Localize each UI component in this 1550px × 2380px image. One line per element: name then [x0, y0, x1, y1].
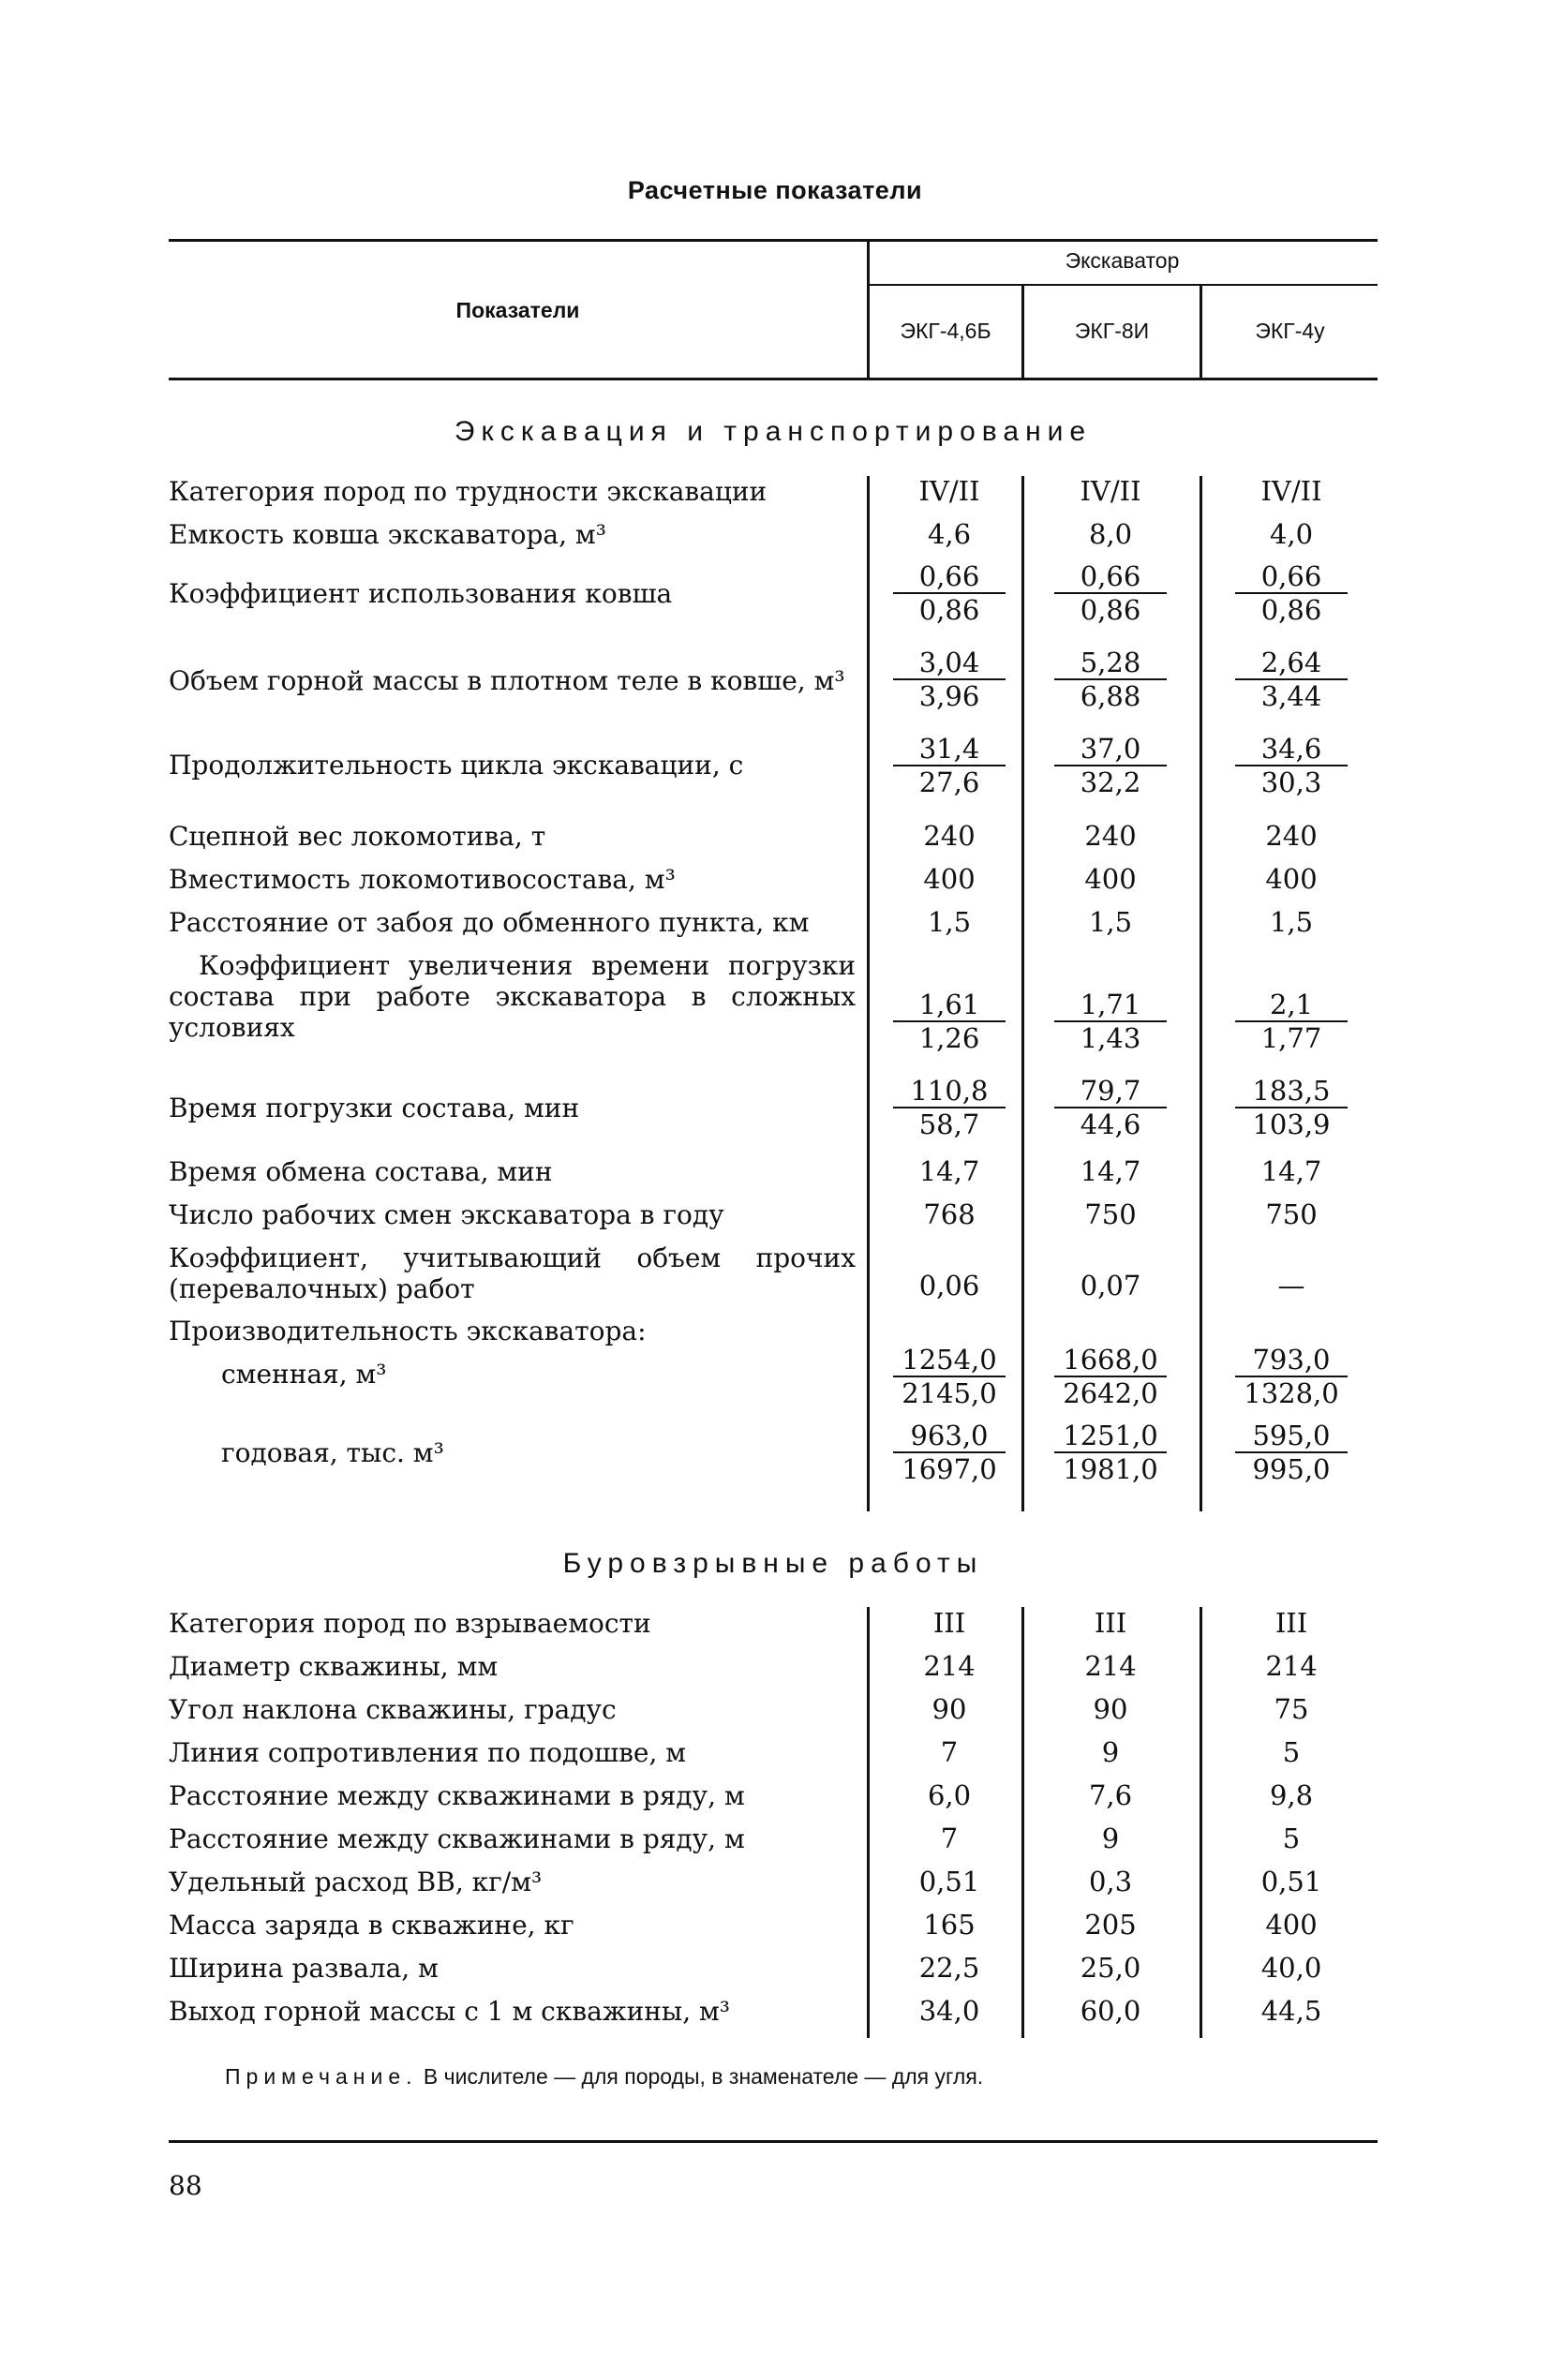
note-lead: Примечание.	[225, 2064, 418, 2089]
fraction-cell: $\frac{1668,0}{2642,0}$	[1031, 1344, 1190, 1409]
row-label: Категория пород по трудности экскавации	[169, 476, 768, 507]
cell-value: 60,0	[1080, 1995, 1141, 2027]
cell-value: 25,0	[1080, 1952, 1141, 1984]
table-top-rule	[169, 239, 1378, 242]
fraction-cell: $\frac{2,64}{3,44}$	[1212, 647, 1371, 712]
row-label: Линия сопротивления по подошве, м	[169, 1737, 687, 1768]
note-text: В числителе — для породы, в знаменателе — для угля.	[423, 2064, 984, 2089]
row-label: Число рабочих смен экскаватора в году	[169, 1199, 724, 1230]
body-divider-3	[1200, 476, 1202, 1511]
cell-value: 240	[1084, 820, 1137, 852]
cell-value: 14,7	[1080, 1155, 1141, 1187]
cell-value: —	[1277, 1270, 1305, 1302]
cell-value: III	[1094, 1607, 1127, 1639]
cell-value: III	[1274, 1607, 1308, 1639]
row-label: Удельный расход ВВ, кг/м³	[169, 1867, 543, 1897]
cell-value: 44,5	[1260, 1995, 1322, 2027]
page-number: 88	[169, 2170, 202, 2201]
cell-value: 5	[1282, 1822, 1301, 1854]
fraction-cell: $\frac{1,61}{1,26}$	[870, 989, 1029, 1054]
cell-value: 1,5	[927, 906, 972, 938]
row-label: Коэффициент использования ковша	[169, 578, 673, 609]
cell-value: 34,0	[918, 1995, 980, 2027]
header-col-2: ЭКГ-8И	[1074, 319, 1150, 343]
cell-value: 75	[1274, 1693, 1309, 1725]
fraction-cell: $\frac{79,7}{44,6}$	[1031, 1075, 1190, 1140]
cell-value: 7	[940, 1736, 959, 1768]
cell-value: 0,06	[918, 1270, 980, 1302]
cell-value: 14,7	[1260, 1155, 1322, 1187]
cell-value: 0,51	[918, 1866, 980, 1897]
cell-value: IV/II	[918, 475, 980, 507]
fraction-cell: $\frac{110,8}{58,7}$	[870, 1075, 1029, 1140]
cell-value: III	[932, 1607, 966, 1639]
row-label: сменная, м³	[221, 1359, 387, 1390]
row-label: Продолжительность цикла экскавации, с	[169, 750, 744, 781]
row-label: Время погрузки состава, мин	[169, 1093, 580, 1123]
row-label: годовая, тыс. м³	[221, 1437, 444, 1468]
cell-value: 4,6	[927, 518, 972, 550]
cell-value: 400	[1265, 863, 1318, 895]
cell-value: 8,0	[1088, 518, 1133, 550]
cell-value: 14,7	[918, 1155, 980, 1187]
cell-value: 240	[923, 820, 976, 852]
fraction-cell: $\frac{793,0}{1328,0}$	[1212, 1344, 1371, 1409]
fraction-cell: $\frac{0,66}{0,86}$	[870, 560, 1029, 626]
fraction-cell: $\frac{1254,0}{2145,0}$	[870, 1344, 1029, 1409]
cell-value: 0,3	[1088, 1866, 1133, 1897]
cell-value: 400	[1265, 1909, 1318, 1941]
row-label: Сцепной вес локомотива, т	[169, 821, 546, 852]
cell-value: 400	[923, 863, 976, 895]
cell-value: 40,0	[1260, 1952, 1322, 1984]
fraction-cell: $\frac{0,66}{0,86}$	[1031, 560, 1190, 626]
fraction-cell: $\frac{34,6}{30,3}$	[1212, 733, 1371, 798]
header-col-1: ЭКГ-4,6Б	[900, 319, 991, 343]
section-title-excavation: Экскавация и транспортирование	[454, 416, 1093, 447]
row-label: Производительность экскаватора:	[169, 1316, 647, 1346]
row-label: Расстояние между скважинами в ряду, м	[169, 1780, 745, 1811]
fraction-cell: $\frac{963,0}{1697,0}$	[870, 1420, 1029, 1485]
fraction-cell: $\frac{183,5}{103,9}$	[1212, 1075, 1371, 1140]
cell-value: 214	[1265, 1650, 1318, 1682]
fraction-cell: $\frac{595,0}{995,0}$	[1212, 1420, 1371, 1485]
cell-value: 214	[1084, 1650, 1137, 1682]
cell-value: 750	[1084, 1198, 1137, 1230]
cell-value: 768	[923, 1198, 976, 1230]
cell-value: 205	[1084, 1909, 1137, 1941]
table-title: Расчетные показатели	[627, 176, 923, 204]
section-title-drilling: Буровзрывные работы	[562, 1548, 984, 1579]
row-label: Коэффициент увеличения времени погрузки состава при работе экскаватора в сложных условиях	[169, 950, 856, 1043]
fraction-cell: $\frac{1251,0}{1981,0}$	[1031, 1420, 1190, 1485]
cell-value: 7,6	[1088, 1779, 1133, 1811]
excavator-header-rule	[867, 284, 1378, 286]
cell-value: 0,07	[1080, 1270, 1141, 1302]
row-label: Диаметр скважины, мм	[169, 1651, 499, 1682]
header-bottom-rule	[169, 378, 1378, 380]
row-label: Время обмена состава, мин	[169, 1156, 553, 1187]
cell-value: 9,8	[1269, 1779, 1314, 1811]
cell-value: 90	[931, 1693, 967, 1725]
cell-value: 750	[1265, 1198, 1318, 1230]
cell-value: 9	[1101, 1822, 1120, 1854]
body2-divider-3	[1200, 1607, 1202, 2038]
fraction-cell: $\frac{37,0}{32,2}$	[1031, 733, 1190, 798]
cell-value: 214	[923, 1650, 976, 1682]
cell-value: 90	[1093, 1693, 1128, 1725]
row-label: Выход горной массы с 1 м скважины, м³	[169, 1996, 730, 2027]
cell-value: 6,0	[927, 1779, 972, 1811]
cell-value: 5	[1282, 1736, 1301, 1768]
header-indicators: Показатели	[455, 298, 580, 322]
row-label: Вместимость локомотивосостава, м³	[169, 864, 676, 895]
header-col-3: ЭКГ-4у	[1255, 319, 1325, 343]
footer-rule	[169, 2140, 1378, 2143]
row-label: Расстояние между скважинами в ряду, м	[169, 1823, 745, 1854]
cell-value: 1,5	[1088, 906, 1133, 938]
cell-value: 400	[1084, 863, 1137, 895]
cell-value: 7	[940, 1822, 959, 1854]
fraction-cell: $\frac{3,04}{3,96}$	[870, 647, 1029, 712]
fraction-cell: $\frac{5,28}{6,88}$	[1031, 647, 1190, 712]
row-label: Ширина развала, м	[169, 1953, 439, 1984]
row-label: Угол наклона скважины, градус	[169, 1694, 617, 1725]
cell-value: 240	[1265, 820, 1318, 852]
row-label: Категория пород по взрываемости	[169, 1608, 651, 1639]
fraction-cell: $\frac{0,66}{0,86}$	[1212, 560, 1371, 626]
row-label: Объем горной массы в плотном теле в ковше, м³	[169, 665, 845, 696]
row-label: Расстояние от забоя до обменного пункта, км	[169, 907, 810, 938]
header-excavator: Экскаватор	[1065, 248, 1180, 273]
fraction-cell: $\frac{1,71}{1,43}$	[1031, 989, 1190, 1054]
cell-value: IV/II	[1260, 475, 1322, 507]
fraction-cell: $\frac{31,4}{27,6}$	[870, 733, 1029, 798]
cell-value: 9	[1101, 1736, 1120, 1768]
cell-value: IV/II	[1080, 475, 1141, 507]
row-label: Емкость ковша экскаватора, м³	[169, 519, 606, 550]
cell-value: 165	[923, 1909, 976, 1941]
row-label: Масса заряда в скважине, кг	[169, 1910, 574, 1941]
fraction-cell: $\frac{2,1}{1,77}$	[1212, 989, 1371, 1054]
cell-value: 1,5	[1269, 906, 1314, 938]
row-label: Коэффициент, учитывающий объем прочих (перевалочных) работ	[169, 1242, 856, 1304]
cell-value: 4,0	[1269, 518, 1314, 550]
cell-value: 22,5	[918, 1952, 980, 1984]
table-note	[225, 2064, 1378, 2090]
cell-value: 0,51	[1260, 1866, 1322, 1897]
